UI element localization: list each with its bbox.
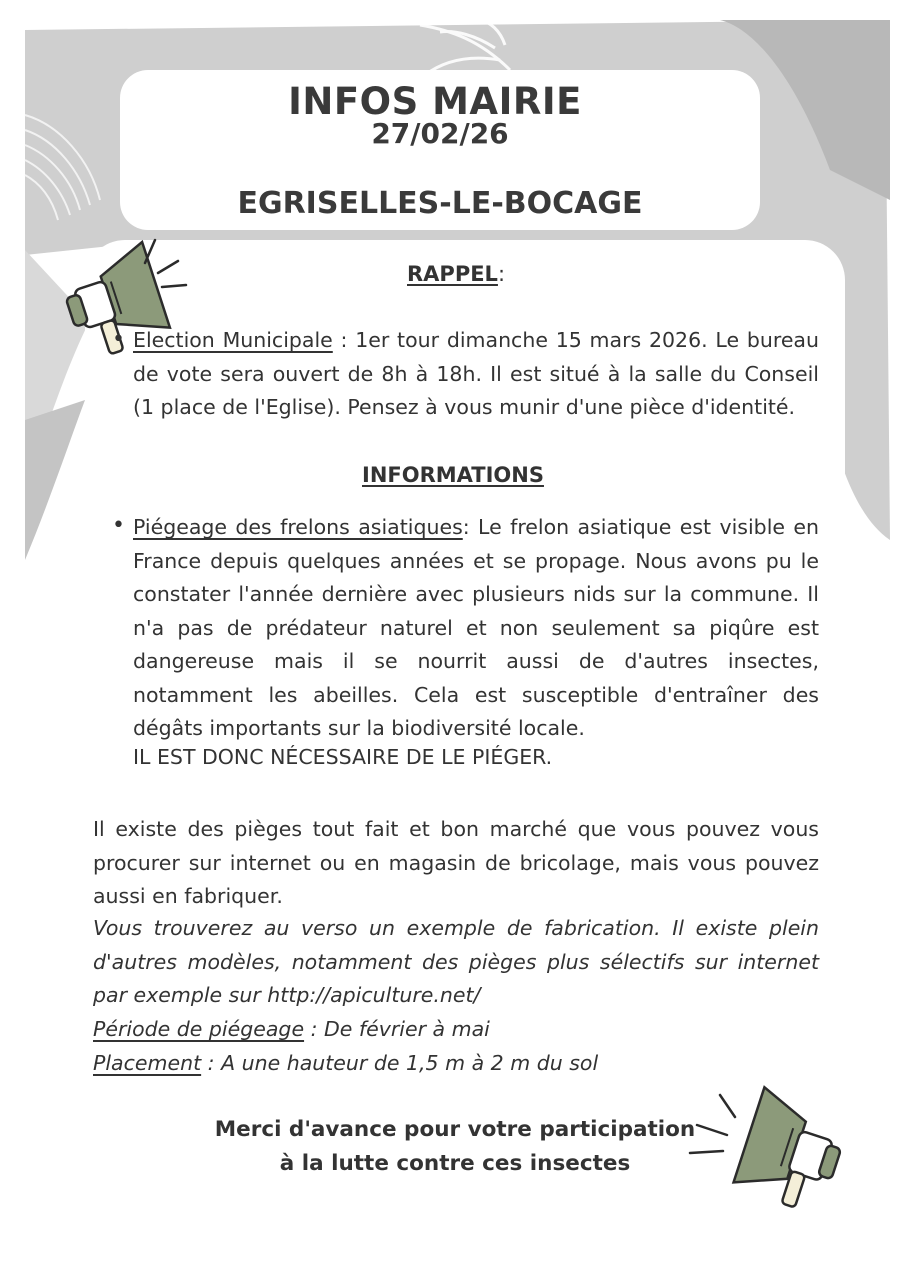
periode-label: Période de piégeage xyxy=(93,1017,305,1041)
placement-label: Placement xyxy=(93,1051,202,1075)
informations-heading: INFORMATIONS xyxy=(362,463,544,487)
page-title: INFOS MAIRIE xyxy=(288,80,582,123)
placement-line xyxy=(93,1047,598,1081)
piege-notice: IL EST DONC NÉCESSAIRE DE LE PIÉGER. xyxy=(133,745,553,769)
verso-paragraph: Vous trouverez au verso un exemple de fabrication. Il existe plein d'autres modèles, notamment des pièges plus sélectifs sur internet par exemple sur http://apiculture.net/ xyxy=(93,916,819,1007)
town-name: EGRISELLES-LE-BOCAGE xyxy=(237,186,643,221)
traps-paragraph: Il existe des pièges tout fait et bon marché que vous pouvez vous procurer sur internet ou en magasin de bricolage, mais vous pouvez aussi en fabriquer. xyxy=(93,817,819,908)
frelons-label: Piégeage des frelons asiatiques xyxy=(133,515,463,539)
megaphone-icon xyxy=(685,1085,875,1230)
placement-value: : A une hauteur de 1,5 m à 2 m du sol xyxy=(201,1051,599,1075)
bullet: • xyxy=(112,327,125,352)
thanks-message xyxy=(200,1113,710,1181)
election-paragraph xyxy=(133,324,819,425)
thanks-line-2: à la lutte contre ces insectes xyxy=(279,1151,631,1176)
issue-date: 27/02/26 xyxy=(371,117,509,150)
periode-line xyxy=(93,1013,490,1047)
frelons-paragraph xyxy=(133,511,819,746)
election-label: Election Municipale xyxy=(133,328,333,352)
thanks-line-1: Merci d'avance pour votre participation xyxy=(214,1117,696,1142)
rappel-colon: : xyxy=(498,262,506,286)
bullet: • xyxy=(112,513,125,538)
rappel-heading: RAPPEL xyxy=(407,262,498,286)
election-text: : 1er tour dimanche 15 mars 2026. Le bureau de vote sera ouvert de 8h à 18h. Il est situé à la salle du Conseil (1 place de l'Eglise). Pensez à vous munir d'une pièce d'identité. xyxy=(133,328,819,419)
frelons-text: : Le frelon asiatique est visible en France depuis quelques années et se propage. Nous avons pu le constater l'année dernière avec plusieurs nids sur la commune. Il n'a pas de prédateur naturel et non seulement sa piqûre est dangereuse mais il se nourrit aussi de d'autres insectes, notamment les abeilles. Cela est susceptible d'entraîner des dégâts importants sur la biodiversité locale. xyxy=(133,515,819,740)
periode-value: : De février à mai xyxy=(304,1017,490,1041)
